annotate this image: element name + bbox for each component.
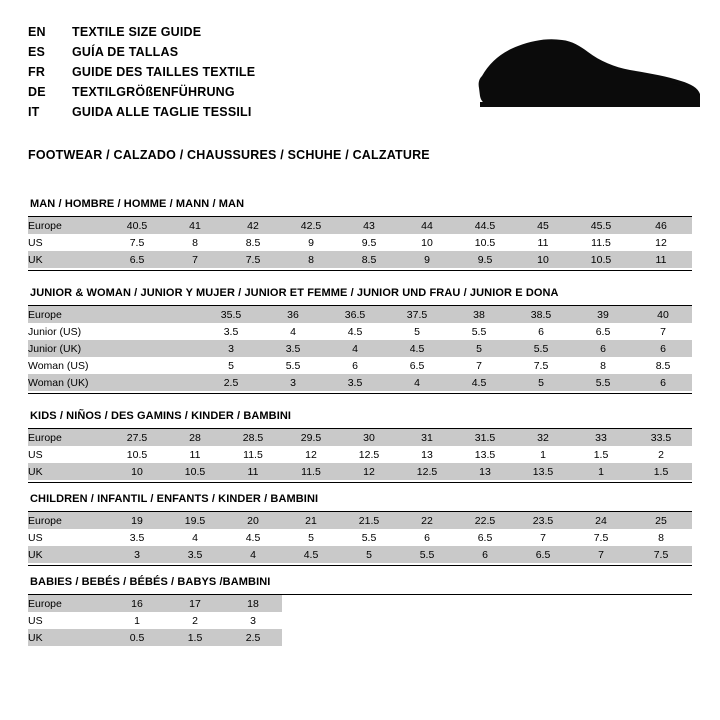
language-row — [28, 22, 458, 42]
cell: 42 — [224, 217, 282, 234]
cell: 8.5 — [340, 251, 398, 268]
cell: 5.5 — [572, 374, 634, 391]
section-junior-woman — [28, 287, 692, 394]
size-table-man — [28, 217, 692, 268]
cell: 29.5 — [282, 429, 340, 446]
table-row — [28, 463, 692, 480]
cell: 1.5 — [572, 446, 630, 463]
cell: 44.5 — [456, 217, 514, 234]
cell: 6 — [324, 357, 386, 374]
section-title: JUNIOR & WOMAN / JUNIOR Y MUJER / JUNIOR ET FEMME / JUNIOR UND FRAU / JUNIOR E DONA — [30, 287, 559, 299]
cell: 4.5 — [386, 340, 448, 357]
table-row — [28, 529, 692, 546]
cell: 6 — [456, 546, 514, 563]
cell: 5 — [340, 546, 398, 563]
cell: 42.5 — [282, 217, 340, 234]
cell: 12.5 — [398, 463, 456, 480]
cell: 6 — [572, 340, 634, 357]
cell: 13 — [398, 446, 456, 463]
cell — [138, 357, 200, 374]
language-row — [28, 42, 458, 62]
section-title: BABIES / BEBÉS / BÉBÉS / BABYS /BAMBINI — [30, 576, 271, 588]
cell: 4 — [224, 546, 282, 563]
cell-empty — [282, 595, 692, 612]
row-label: Junior (US) — [28, 323, 138, 340]
cell: 45 — [514, 217, 572, 234]
row-label: Europe — [28, 429, 108, 446]
cell: 10.5 — [166, 463, 224, 480]
cell: 3.5 — [262, 340, 324, 357]
cell — [138, 340, 200, 357]
cell: 40.5 — [108, 217, 166, 234]
language-title-list — [28, 22, 458, 122]
cell: 2.5 — [224, 629, 282, 646]
language-title: TEXTILGRÖßENFÜHRUNG — [72, 85, 235, 99]
dress-shoe-icon — [476, 18, 706, 118]
cell: 0.5 — [108, 629, 166, 646]
row-label: Woman (UK) — [28, 374, 138, 391]
cell: 5 — [386, 323, 448, 340]
cell: 31.5 — [456, 429, 514, 446]
cell: 8 — [572, 357, 634, 374]
cell: 10 — [514, 251, 572, 268]
cell: 13 — [456, 463, 514, 480]
cell: 9.5 — [456, 251, 514, 268]
cell: 2 — [192, 614, 198, 627]
row-label: US — [28, 234, 108, 251]
cell: 28 — [166, 429, 224, 446]
cell: 8.5 — [634, 357, 692, 374]
cell — [138, 374, 200, 391]
cell: 11 — [224, 463, 282, 480]
cell — [138, 306, 200, 323]
cell: 44 — [398, 217, 456, 234]
cell: 27.5 — [108, 429, 166, 446]
cell: 10.5 — [572, 251, 630, 268]
cell: 7 — [448, 357, 510, 374]
cell: 4.5 — [324, 323, 386, 340]
cell: 3.5 — [166, 546, 224, 563]
cell: 5 — [200, 357, 262, 374]
cell: 12.5 — [340, 446, 398, 463]
table-row — [28, 429, 692, 446]
cell: 7 — [166, 251, 224, 268]
cell: 21 — [282, 512, 340, 529]
language-title: GUIDA ALLE TAGLIE TESSILI — [72, 105, 252, 119]
cell: 17 — [166, 595, 224, 612]
cell: 22 — [398, 512, 456, 529]
size-table-babies — [28, 595, 692, 646]
cell: 19.5 — [166, 512, 224, 529]
cell: 9 — [282, 234, 340, 251]
cell-empty — [282, 612, 692, 629]
cell: 6.5 — [456, 529, 514, 546]
cell: 33.5 — [630, 429, 692, 446]
table-row — [28, 323, 692, 340]
cell: 36 — [262, 306, 324, 323]
cell: 25 — [630, 512, 692, 529]
cell: 5.5 — [398, 546, 456, 563]
size-table-kids — [28, 429, 692, 480]
table-row — [28, 446, 692, 463]
cell: 38 — [448, 306, 510, 323]
table-row — [28, 612, 692, 629]
row-label: Woman (US) — [28, 357, 138, 374]
cell: 7.5 — [108, 234, 166, 251]
table-row — [28, 546, 692, 563]
cell: 45.5 — [572, 217, 630, 234]
cell: 3 — [250, 614, 256, 627]
language-code: IT — [28, 105, 40, 119]
language-row — [28, 102, 458, 122]
cell: 7.5 — [572, 529, 630, 546]
cell — [138, 323, 200, 340]
language-title: GUÍA DE TALLAS — [72, 45, 179, 59]
cell: 11.5 — [282, 463, 340, 480]
cell: 12 — [340, 463, 398, 480]
cell: 10.5 — [456, 234, 514, 251]
cell: 5 — [448, 340, 510, 357]
cell: 4.5 — [282, 546, 340, 563]
cell: 10 — [108, 463, 166, 480]
cell: 10.5 — [108, 446, 166, 463]
cell: 1 — [134, 614, 140, 627]
cell: 7.5 — [224, 251, 282, 268]
cell: 4 — [324, 340, 386, 357]
table-row — [28, 595, 692, 612]
cell-empty — [282, 629, 692, 646]
row-label: UK — [28, 463, 108, 480]
cell: 5.5 — [510, 340, 572, 357]
cell: 46 — [630, 217, 692, 234]
cell: 1.5 — [630, 463, 692, 480]
table-row — [28, 629, 692, 646]
cell: 6.5 — [572, 323, 634, 340]
table-row — [28, 340, 692, 357]
cell: 6 — [634, 340, 692, 357]
page-header — [0, 0, 720, 132]
row-label: US — [28, 446, 108, 463]
cell: 6.5 — [386, 357, 448, 374]
cell: 9 — [398, 251, 456, 268]
cell: 22.5 — [456, 512, 514, 529]
row-label: Junior (UK) — [28, 340, 138, 357]
row-label: US — [28, 529, 108, 546]
cell: 8 — [630, 529, 692, 546]
cell: 24 — [572, 512, 630, 529]
cell: 37.5 — [386, 306, 448, 323]
language-code: FR — [28, 65, 46, 79]
cell: 8 — [166, 234, 224, 251]
language-title: TEXTILE SIZE GUIDE — [72, 25, 202, 39]
cell: 5.5 — [262, 357, 324, 374]
cell: 4 — [166, 529, 224, 546]
cell: 3 — [108, 546, 166, 563]
row-label: US — [28, 614, 43, 627]
table-row — [28, 306, 692, 323]
table-row — [28, 251, 692, 268]
size-table-junior-woman — [28, 306, 692, 391]
section-man — [28, 198, 692, 271]
cell: 7 — [572, 546, 630, 563]
row-label: Europe — [28, 512, 108, 529]
cell: 3.5 — [200, 323, 262, 340]
row-label: UK — [28, 251, 108, 268]
row-label: Europe — [28, 595, 108, 612]
cell: 8.5 — [224, 234, 282, 251]
table-row — [28, 234, 692, 251]
cell: 23.5 — [514, 512, 572, 529]
cell: 43 — [340, 217, 398, 234]
table-row — [28, 374, 692, 391]
cell: 20 — [224, 512, 282, 529]
cell: 12 — [630, 234, 692, 251]
language-row — [28, 82, 458, 102]
section-title: CHILDREN / INFANTIL / ENFANTS / KINDER / BAMBINI — [30, 493, 319, 505]
cell: 9.5 — [340, 234, 398, 251]
cell: 3 — [262, 374, 324, 391]
cell: 4.5 — [448, 374, 510, 391]
cell: 36.5 — [324, 306, 386, 323]
cell: 7 — [634, 323, 692, 340]
table-row — [28, 512, 692, 529]
cell: 8 — [282, 251, 340, 268]
row-label: UK — [28, 629, 108, 646]
language-code: EN — [28, 25, 46, 39]
row-label: Europe — [28, 306, 138, 323]
cell: 12 — [282, 446, 340, 463]
section-kids — [28, 410, 692, 483]
cell: 3.5 — [108, 529, 166, 546]
cell: 10 — [398, 234, 456, 251]
cell: 16 — [108, 595, 166, 612]
cell: 11.5 — [224, 446, 282, 463]
language-code: ES — [28, 45, 46, 59]
cell: 5 — [282, 529, 340, 546]
language-row — [28, 62, 458, 82]
language-code: DE — [28, 85, 46, 99]
section-title: KIDS / NIÑOS / DES GAMINS / KINDER / BAMBINI — [30, 410, 292, 422]
cell: 3.5 — [324, 374, 386, 391]
cell: 11 — [166, 446, 224, 463]
cell: 19 — [108, 512, 166, 529]
cell: 41 — [166, 217, 224, 234]
cell: 1 — [572, 463, 630, 480]
table-row — [28, 217, 692, 234]
cell: 5 — [510, 374, 572, 391]
cell: 2 — [630, 446, 692, 463]
cell: 13.5 — [514, 463, 572, 480]
cell: 7 — [514, 529, 572, 546]
language-title: GUIDE DES TAILLES TEXTILE — [72, 65, 256, 79]
cell: 11 — [630, 251, 692, 268]
cell: 1.5 — [166, 629, 224, 646]
cell: 4 — [386, 374, 448, 391]
cell: 39 — [572, 306, 634, 323]
table-row — [28, 357, 692, 374]
row-label: Europe — [28, 217, 108, 234]
cell: 2.5 — [200, 374, 262, 391]
cell: 6.5 — [108, 251, 166, 268]
cell: 11.5 — [572, 234, 630, 251]
cell: 35.5 — [200, 306, 262, 323]
section-children — [28, 493, 692, 566]
cell: 5.5 — [448, 323, 510, 340]
cell: 18 — [224, 595, 282, 612]
cell: 6 — [398, 529, 456, 546]
section-title: MAN / HOMBRE / HOMME / MANN / MAN — [30, 198, 245, 210]
cell: 13.5 — [456, 446, 514, 463]
cell: 30 — [340, 429, 398, 446]
footwear-category-line: FOOTWEAR / CALZADO / CHAUSSURES / SCHUHE / CALZATURE — [28, 148, 430, 162]
cell: 1 — [514, 446, 572, 463]
cell: 5.5 — [340, 529, 398, 546]
cell: 3 — [200, 340, 262, 357]
cell: 28.5 — [224, 429, 282, 446]
size-table-children — [28, 512, 692, 563]
cell: 21.5 — [340, 512, 398, 529]
cell: 31 — [398, 429, 456, 446]
cell: 4 — [262, 323, 324, 340]
cell: 7.5 — [510, 357, 572, 374]
cell: 6 — [634, 374, 692, 391]
cell: 6 — [510, 323, 572, 340]
row-label: UK — [28, 546, 108, 563]
cell: 11 — [514, 234, 572, 251]
cell: 33 — [572, 429, 630, 446]
cell: 32 — [514, 429, 572, 446]
section-babies — [28, 576, 692, 646]
cell: 7.5 — [630, 546, 692, 563]
cell: 6.5 — [514, 546, 572, 563]
cell: 38.5 — [510, 306, 572, 323]
cell: 40 — [634, 306, 692, 323]
cell: 4.5 — [224, 529, 282, 546]
